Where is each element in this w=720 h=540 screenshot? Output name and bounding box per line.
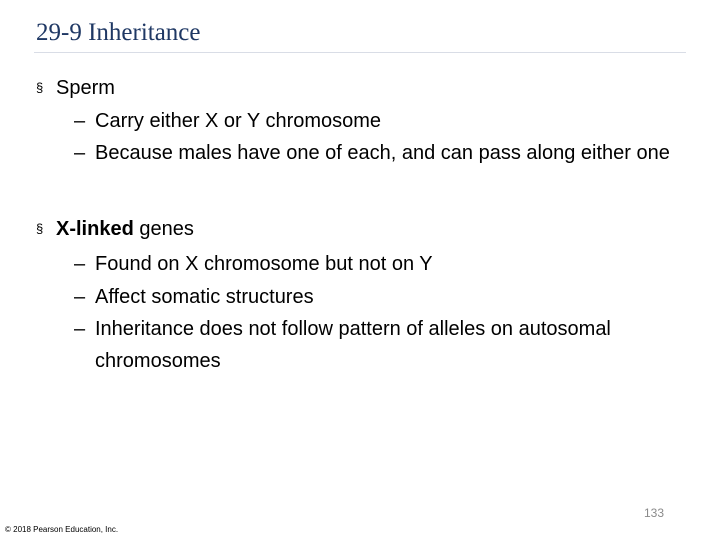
sub-item-affect-somatic <box>74 281 684 313</box>
sub-item-inheritance-pattern <box>74 313 684 377</box>
sub-item-text: Because males have one of each, and can pass along either one <box>95 142 670 164</box>
bullet-x-linked-genes <box>36 217 194 241</box>
sub-item-males-one-of-each <box>74 137 684 169</box>
sub-item-text: Carry either X or Y chromosome <box>95 110 382 132</box>
square-bullet-icon: § <box>36 221 44 236</box>
page-number: 133 <box>643 506 664 520</box>
sub-item-carry-x-or-y <box>74 105 684 137</box>
sub-item-text: Affect somatic structures <box>95 286 314 308</box>
copyright-notice: © 2018 Pearson Education, Inc. <box>5 525 119 534</box>
sub-item-found-on-x <box>74 248 684 280</box>
title-divider <box>34 52 686 53</box>
dash-bullet-icon: – <box>74 286 86 308</box>
sub-item-text: Inheritance does not follow pattern of alleles on autosomal chromosomes <box>95 318 611 372</box>
dash-bullet-icon: – <box>74 318 86 340</box>
sub-item-text: Found on X chromosome but not on Y <box>95 253 433 275</box>
bullet-text: Sperm <box>56 77 115 99</box>
slide-title: 29-9 Inheritance <box>36 19 201 46</box>
bullet-bold-text: X-linked <box>56 218 134 240</box>
dash-bullet-icon: – <box>74 110 86 132</box>
dash-bullet-icon: – <box>74 253 86 275</box>
square-bullet-icon: § <box>36 80 44 95</box>
bullet-sperm <box>36 76 115 100</box>
bullet-text: genes <box>133 218 194 240</box>
dash-bullet-icon: – <box>74 142 86 164</box>
